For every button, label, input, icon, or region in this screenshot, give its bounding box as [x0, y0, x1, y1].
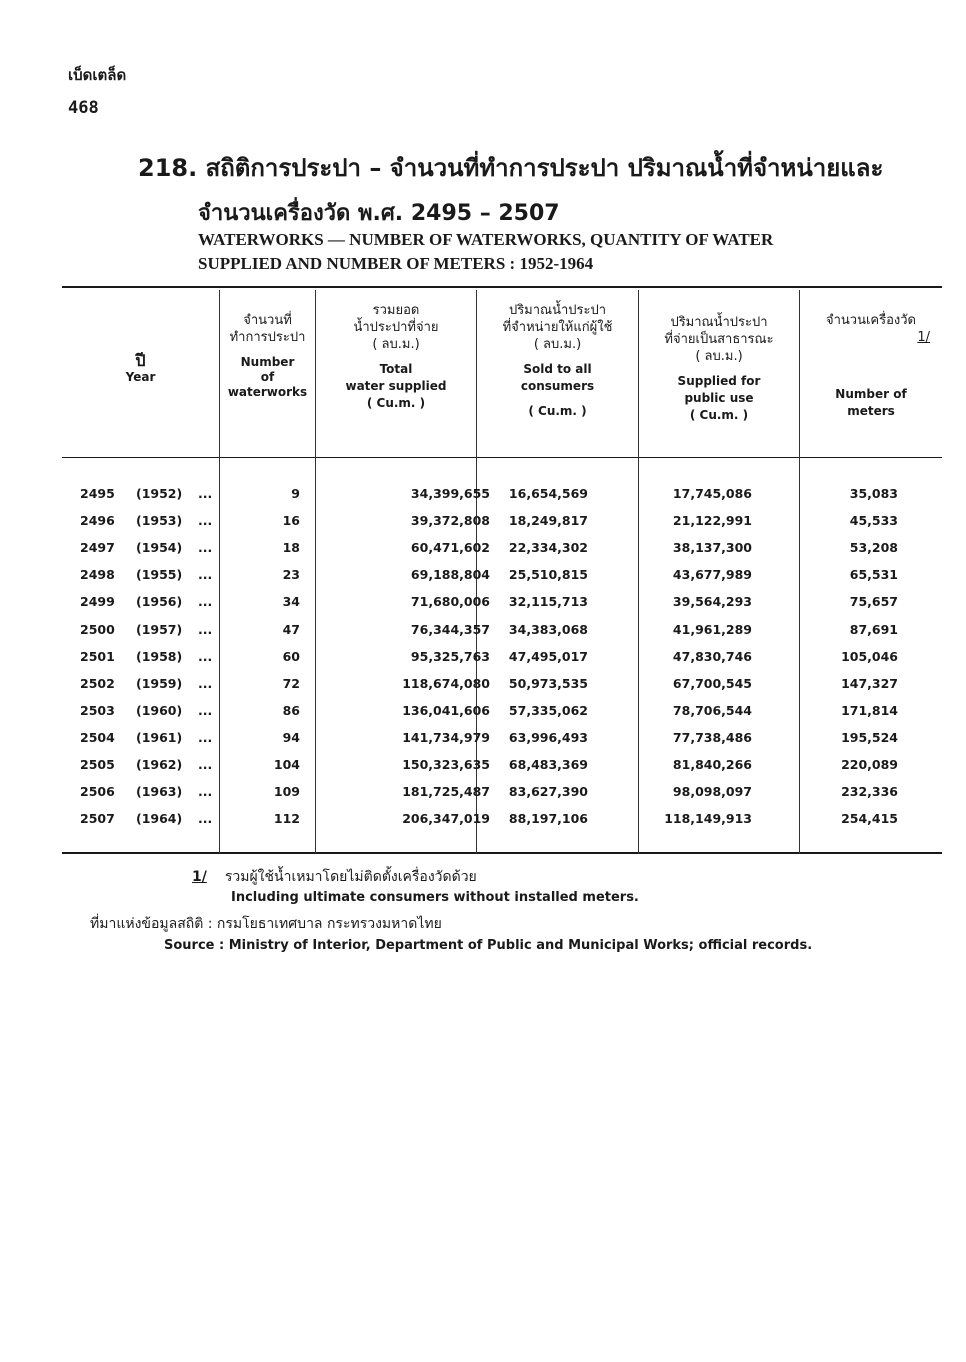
cell-meters: 87,691	[849, 621, 898, 637]
header-meters-footnote-mark: 1/	[917, 330, 930, 345]
cell-sold-to-consumers: 47,495,017	[508, 648, 588, 664]
table-row	[62, 567, 942, 594]
header-total-thai1: รวมยอด	[372, 303, 420, 318]
source-english: Source : Ministry of Interior, Department of Public and Municipal Works; official records.	[164, 938, 813, 953]
cell-total-supplied: 118,674,080	[402, 675, 490, 691]
header-total-english2: water supplied	[345, 379, 447, 393]
cell-leader-dots: ...	[198, 757, 213, 772]
cell-sold-to-consumers: 25,510,815	[508, 567, 588, 583]
table-row	[62, 730, 942, 757]
cell-meters: 147,327	[841, 675, 898, 691]
cell-meters: 35,083	[849, 486, 898, 501]
header-meters-english2: meters	[847, 404, 895, 418]
cell-total-supplied: 141,734,979	[402, 729, 490, 745]
footnote-english: Including ultimate consumers without installed meters.	[231, 890, 639, 905]
title-thai-line1: 218. สถิติการประปา – จำนวนที่ทำการประปา ปริมาณน้ำที่จำหน่ายและ	[138, 154, 884, 182]
cell-thai-year: 2501	[80, 648, 115, 664]
cell-waterworks: 23	[282, 567, 300, 583]
cell-meters: 45,533	[849, 513, 898, 529]
cell-sold-to-consumers: 57,335,062	[508, 702, 588, 718]
cell-year: (1964)	[136, 811, 183, 827]
header-year-english: Year	[125, 370, 156, 384]
cell-year: (1953)	[136, 513, 183, 529]
cell-leader-dots: ...	[198, 675, 213, 691]
cell-meters: 195,524	[841, 729, 898, 745]
cell-public-use: 47,830,746	[672, 648, 752, 664]
header-sold-thai2: ที่จำหน่ายให้แก่ผู้ใช้	[502, 320, 613, 335]
cell-public-use: 21,122,991	[672, 513, 752, 529]
cell-meters: 65,531	[849, 567, 898, 583]
table-row	[62, 486, 942, 513]
cell-sold-to-consumers: 18,249,817	[508, 513, 588, 529]
cell-sold-to-consumers: 83,627,390	[508, 784, 588, 800]
table-bottom-rule	[62, 852, 942, 854]
cell-thai-year: 2504	[80, 729, 115, 745]
table-row	[62, 540, 942, 567]
cell-leader-dots: ...	[198, 540, 213, 556]
cell-total-supplied: 206,347,019	[402, 811, 490, 827]
cell-leader-dots: ...	[198, 702, 213, 718]
cell-thai-year: 2503	[80, 702, 115, 718]
cell-sold-to-consumers: 68,483,369	[508, 757, 588, 772]
header-year	[62, 352, 219, 386]
cell-waterworks: 34	[282, 594, 300, 610]
cell-total-supplied: 136,041,606	[402, 702, 490, 718]
header-total	[316, 302, 476, 412]
cell-public-use: 77,738,486	[672, 729, 752, 745]
cell-meters: 232,336	[841, 784, 898, 800]
cell-meters: 254,415	[841, 811, 898, 827]
table-row	[62, 703, 942, 730]
header-public-english2: public use	[684, 391, 754, 405]
cell-thai-year: 2500	[80, 621, 115, 637]
cell-year: (1962)	[136, 757, 183, 772]
footnote-thai-text: รวมผู้ใช้น้ำเหมาโดยไม่ติดตั้งเครื่องวัดด้วย	[224, 869, 477, 885]
cell-public-use: 98,098,097	[672, 784, 752, 800]
cell-waterworks: 104	[273, 757, 300, 772]
cell-total-supplied: 76,344,357	[410, 621, 490, 637]
header-meters	[800, 312, 942, 420]
cell-waterworks: 18	[282, 540, 300, 556]
cell-waterworks: 9	[291, 486, 300, 501]
header-sold-thai1: ปริมาณน้ำประปา	[508, 303, 607, 318]
section-label: เบ็ดเตล็ด	[68, 66, 127, 84]
cell-thai-year: 2499	[80, 594, 115, 610]
header-meters-thai1: จำนวนเครื่องวัด	[825, 313, 916, 328]
header-waterworks-english1: Number	[240, 355, 295, 369]
cell-public-use: 81,840,266	[672, 757, 752, 772]
header-waterworks-thai2: ทำการประปา	[229, 330, 306, 345]
cell-sold-to-consumers: 88,197,106	[508, 811, 588, 827]
cell-meters: 220,089	[841, 757, 898, 772]
cell-thai-year: 2507	[80, 811, 115, 827]
cell-meters: 53,208	[849, 540, 898, 556]
cell-waterworks: 86	[282, 702, 300, 718]
table-row	[62, 676, 942, 703]
cell-public-use: 39,564,293	[672, 594, 752, 610]
cell-year: (1959)	[136, 675, 183, 691]
table-row	[62, 784, 942, 811]
cell-leader-dots: ...	[198, 784, 213, 800]
header-waterworks-english2: of	[260, 370, 275, 384]
header-public-thai-unit: ( ลบ.ม.)	[695, 349, 743, 364]
cell-waterworks: 47	[282, 621, 300, 637]
title-english-line2: SUPPLIED AND NUMBER OF METERS : 1952-1964	[198, 254, 594, 273]
cell-year: (1961)	[136, 729, 183, 745]
footnote-mark: 1/	[192, 869, 207, 885]
cell-leader-dots: ...	[198, 648, 213, 664]
cell-year: (1963)	[136, 784, 183, 800]
header-public-thai1: ปริมาณน้ำประปา	[670, 315, 768, 330]
cell-waterworks: 112	[273, 811, 300, 827]
cell-total-supplied: 181,725,487	[402, 784, 490, 800]
cell-year: (1956)	[136, 594, 183, 610]
cell-sold-to-consumers: 34,383,068	[508, 621, 588, 637]
table-row	[62, 622, 942, 649]
cell-public-use: 67,700,545	[672, 675, 752, 691]
page-number: 468	[68, 98, 99, 118]
cell-waterworks: 60	[282, 648, 300, 664]
table-top-rule	[62, 286, 942, 288]
table-row	[62, 757, 942, 784]
cell-meters: 75,657	[849, 594, 898, 610]
cell-leader-dots: ...	[198, 486, 213, 501]
cell-public-use: 38,137,300	[672, 540, 752, 556]
cell-year: (1957)	[136, 621, 183, 637]
header-total-thai-unit: ( ลบ.ม.)	[372, 337, 420, 352]
header-total-english1: Total	[379, 362, 413, 376]
header-year-thai: ปี	[135, 351, 146, 370]
cell-sold-to-consumers: 32,115,713	[508, 594, 588, 610]
cell-total-supplied: 39,372,808	[410, 513, 490, 529]
cell-leader-dots: ...	[198, 513, 213, 529]
cell-public-use: 17,745,086	[672, 486, 752, 501]
cell-leader-dots: ...	[198, 729, 213, 745]
cell-meters: 171,814	[841, 702, 898, 718]
cell-thai-year: 2502	[80, 675, 115, 691]
cell-sold-to-consumers: 50,973,535	[508, 675, 588, 691]
header-waterworks-english3: waterworks	[227, 385, 308, 399]
cell-thai-year: 2505	[80, 757, 115, 772]
cell-thai-year: 2498	[80, 567, 115, 583]
header-sold-english1: Sold to all	[523, 362, 592, 376]
header-waterworks-thai1: จำนวนที่	[243, 313, 292, 328]
cell-meters: 105,046	[841, 648, 898, 664]
cell-leader-dots: ...	[198, 621, 213, 637]
cell-year: (1952)	[136, 486, 183, 501]
cell-public-use: 43,677,989	[672, 567, 752, 583]
header-public	[639, 314, 799, 424]
cell-total-supplied: 150,323,635	[402, 757, 490, 772]
table-row	[62, 811, 942, 838]
cell-thai-year: 2496	[80, 513, 115, 529]
cell-sold-to-consumers: 63,996,493	[508, 729, 588, 745]
cell-year: (1958)	[136, 648, 183, 664]
header-public-thai2: ที่จ่ายเป็นสาธารณะ	[664, 332, 774, 347]
cell-year: (1960)	[136, 702, 183, 718]
cell-year: (1954)	[136, 540, 183, 556]
cell-waterworks: 109	[273, 784, 300, 800]
cell-waterworks: 16	[282, 513, 300, 529]
cell-leader-dots: ...	[198, 594, 213, 610]
table-row	[62, 594, 942, 621]
cell-public-use: 78,706,544	[672, 702, 752, 718]
table-row	[62, 649, 942, 676]
cell-total-supplied: 71,680,006	[410, 594, 490, 610]
header-total-english-unit: ( Cu.m. )	[366, 396, 426, 410]
table-header-rule	[62, 457, 942, 458]
cell-sold-to-consumers: 16,654,569	[508, 486, 588, 501]
header-public-english-unit: ( Cu.m. )	[689, 408, 749, 422]
header-public-english1: Supplied for	[677, 374, 761, 388]
cell-waterworks: 94	[282, 729, 300, 745]
table-row	[62, 513, 942, 540]
cell-thai-year: 2506	[80, 784, 115, 800]
cell-sold-to-consumers: 22,334,302	[508, 540, 588, 556]
cell-year: (1955)	[136, 567, 183, 583]
footnote-thai	[192, 866, 477, 888]
header-sold	[477, 302, 638, 420]
header-sold-thai-unit: ( ลบ.ม.)	[533, 337, 582, 352]
cell-leader-dots: ...	[198, 811, 213, 827]
header-sold-english-unit: ( Cu.m. )	[528, 404, 587, 418]
source-thai: ที่มาแห่งข้อมูลสถิติ : กรมโยธาเทศบาล กระทรวงมหาดไทย	[90, 916, 442, 932]
cell-thai-year: 2497	[80, 540, 115, 556]
cell-public-use: 41,961,289	[672, 621, 752, 637]
cell-leader-dots: ...	[198, 567, 213, 583]
cell-total-supplied: 60,471,602	[410, 540, 490, 556]
header-waterworks	[220, 312, 315, 401]
cell-waterworks: 72	[282, 675, 300, 691]
cell-thai-year: 2495	[80, 486, 115, 501]
header-sold-english2: consumers	[520, 379, 595, 393]
title-english-line1: WATERWORKS — NUMBER OF WATERWORKS, QUANTITY OF WATER	[198, 230, 774, 249]
header-meters-english1: Number of	[835, 387, 907, 401]
cell-public-use: 118,149,913	[664, 811, 752, 827]
header-total-thai2: น้ำประปาที่จ่าย	[353, 320, 439, 335]
cell-total-supplied: 69,188,804	[410, 567, 490, 583]
cell-total-supplied: 95,325,763	[410, 648, 490, 664]
cell-total-supplied: 34,399,655	[410, 486, 490, 501]
title-thai-line2: จำนวนเครื่องวัด พ.ศ. 2495 – 2507	[198, 201, 560, 226]
